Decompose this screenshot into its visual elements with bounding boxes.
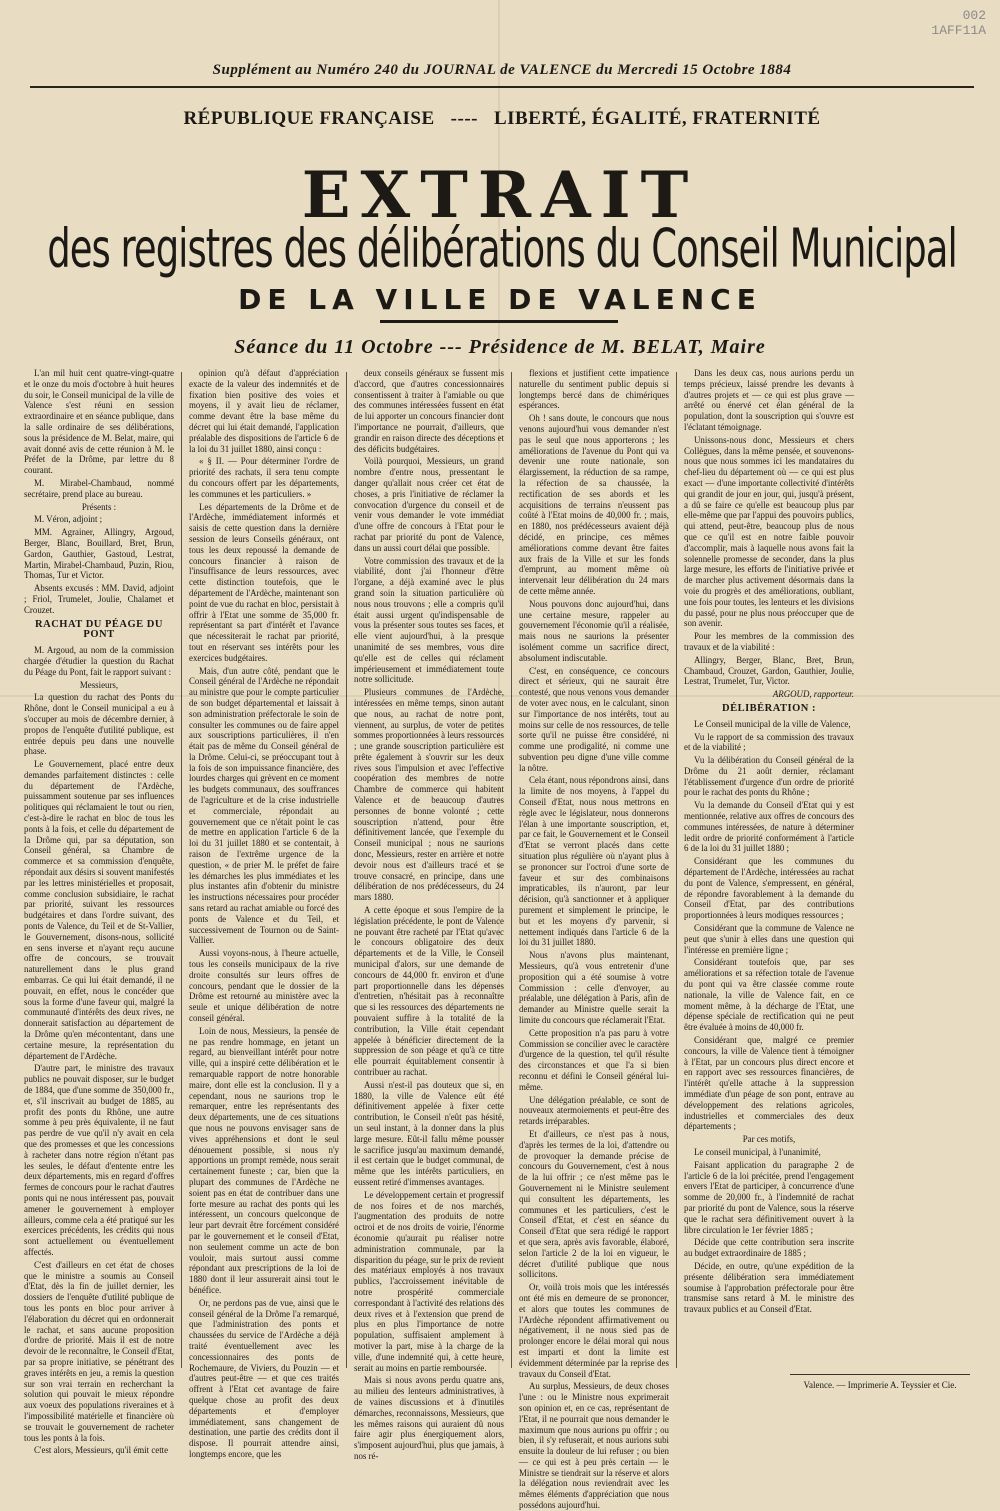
- paragraph: Messieurs,: [79, 679, 119, 690]
- archive-number: 002: [962, 8, 986, 23]
- paragraph: Considérant que les communes du département de l'Ardèche, intéressées au rachat du pont de Valence, s'empressent, en général, de répondre favorablement à la demande du Conseil d'Etat, par des contributions proportionnées à leurs modiques ressources ;: [684, 856, 854, 921]
- republique-francaise: RÉPUBLIQUE FRANÇAISE: [183, 108, 435, 129]
- paragraph: Considérant toutefois que, par ses améliorations et sa réfection totale de l'avenue du pont qui va être classée comme route nationale, la ville de Valence fait, en ce moment même, à la décharge de l'Etat, une dépense spéciale de rectification qui ne peut être évaluée à moins de 40,000 fr.: [684, 957, 854, 1033]
- paragraph: Présents :: [81, 501, 117, 512]
- column-2: [189, 368, 339, 1459]
- paragraph: Pour les membres de la commission des travaux et de la viabilité :: [684, 631, 854, 652]
- section-heading-deliberation: DÉLIBÉRATION :: [721, 702, 817, 714]
- column-4: [519, 368, 669, 1511]
- column-3: [354, 368, 504, 1461]
- archive-code: 1AFF11A: [931, 23, 986, 38]
- paragraph: M. Véron, adjoint ;: [34, 514, 103, 525]
- paragraph: Cela étant, nous répondrons ainsi, dans la limite de nos moyens, à l'appel du Conseil d'Etat, nous nous mettrons en règle avec le législateur, nous donnerons l'élan à une importante souscription, et, par ce fait, le Gouvernement et le Conseil d'Etat se verront placés dans cette situation plus régulière où n'ayant plus à se prononcer sur l'octroi d'une sorte de faveur et sur des combinaisons impraticables, ils n'auront, par leur décision, qu'à sanctionner et à appliquer purement et simplement le principe, le but et les moyens d'y parvenir, si nettement indiqués dans l'article 6 de la loi du 31 juillet 1880.: [519, 775, 669, 948]
- paragraph: Le Conseil municipal de la ville de Valence,: [694, 718, 851, 729]
- paragraph: Mais si nous avons perdu quatre ans, au milieu des lenteurs administratives, à de vaines discussions et à d'inutiles démarches, reconnaissons, Messieurs, que les mêmes raisons qui auraient dû nous faire agir plus énergiquement alors, s'imposent aujourd'hui, plus que jamais, à nos ré-: [354, 1375, 504, 1461]
- seance-line: Séance du 11 Octobre --- Présidence de M. BELAT, Maire: [234, 336, 766, 358]
- column-rule: [181, 372, 182, 1368]
- column-rule: [511, 372, 512, 1368]
- paragraph: Vu le rapport de sa commission des travaux et de la viabilité ;: [684, 731, 854, 753]
- paragraph: Voilà pourquoi, Messieurs, un grand nombre d'entre nous, pressentant le danger qu'allait nous créer cet état de choses, a pris l'initiative de réclamer la convocation d'urgence du conseil et de venir vous demander le vote immédiat d'une offre de concours à l'Etat pour le rachat par priorité du pont de Valence, dans un aussi court délai que possible.: [354, 456, 504, 553]
- paragraph: Or, ne perdons pas de vue, ainsi que le conseil général de la Drôme l'a remarqué, que l'administration des ponts et chaussées du service de l'Ardèche a déjà traité éventuellement avec les concessionnaires des ponts de Rochemaure, de Viviers, du Pouzin — et d'autres peut-être — et que ces traités offrent à l'Etat cet avantage de faire quelque chose au profit des deux départements et d'employer immédiatement, sans changement de destination, une partie des crédits dont il dispose. Il pourrait attendre ainsi, longtemps encore, que les: [189, 1297, 339, 1459]
- paragraph: Mais, d'un autre côté, pendant que le Conseil général de l'Ardèche ne répondait au ministre que pour le compte particulier de son budget départemental et laissait à son administration préfectorale le soin de consulter les communes ou de faire appel aux souscriptions particulières, il n'en était pas de même du Conseil général de la Drôme. Celui-ci, se préoccupant tout à la fois de son impuissance financière, des lourdes charges qui grèvent en ce moment les budgets communaux, des souffrances de l'agriculture et de la crise industrielle et commerciale, répondait au gouvernement que ce n'était point le cas de mettre en application l'article 6 de la loi du 31 juillet 1880 et se contentait, à raison de l'extrême urgence de la question, « de prier M. le préfet de faire les démarches les plus immédiates et les plus instantes afin d'obtenir du ministre les instructions nécessaires pour procéder sans retard au rachat amiable ou forcé des ponts de Valence et du Teil, et successivement de Tournon ou de Saint-Vallier.: [189, 665, 339, 946]
- paragraph: La question du rachat des Ponts du Rhône, dont le Conseil municipal a eu à s'occuper au mois de décembre dernier, à propos de l'enquête d'utilité publique, est entrée depuis peu dans une nouvelle phase.: [24, 692, 174, 757]
- column-1: [24, 368, 174, 1456]
- rapporteur-signature: ARGOUD, rapporteur.: [772, 689, 854, 700]
- paragraph: Vu la délibération du Conseil général de la Drôme du 21 août dernier, réclamant l'établissement d'urgence d'un ordre de priorité pour le rachat des ponts du Rhône ;: [684, 755, 854, 798]
- paragraph: C'est alors, Messieurs, qu'il émit cette: [34, 1445, 169, 1456]
- paragraph: Une délégation préalable, ce sont de nouveaux atermoiements et peut-être des retards irréparables.: [519, 1094, 669, 1127]
- paragraph: M. Mirabel-Chambaud, nommé secrétaire, prend place au bureau.: [24, 477, 174, 499]
- column-rule: [346, 372, 347, 1368]
- paragraph: Les départements de la Drôme et de l'Ardèche, immédiatement informés et saisis de cette question dans la dernière session de leurs Conseils généraux, ont tous les deux repoussé la demande de concours financier à raison de l'insuffisance de leurs ressources, avec cette distinction toutefois, que le département de l'Ardèche, maintenant son point de vue du rachat en bloc, persistait à offrir à l'Etat une somme de 35,000 fr. représentant sa part d'intérêt et l'avance que nécessiterait le rachat par priorité, tout en réservant ses intérêts pour les exercices budgétaires.: [189, 501, 339, 663]
- title-extrait: EXTRAIT: [301, 158, 699, 233]
- paragraph: Cette proposition n'a pas paru à votre Commission se concilier avec le caractère d'urgence de la question, tel qu'il résulte des circonstances et que l'a si bien reconnu et défini le Conseil général lui-même.: [519, 1027, 669, 1092]
- paragraph: Plusieurs communes de l'Ardèche, intéressées en même temps, sinon autant que nous, au rachat de notre pont, viennent, au surplus, de voter de petites sommes proportionnées à leurs ressources ; une grande souscription particulière est prête également à s'ouvrir sur les deux rives sous l'impulsion et avec l'effective coopération des membres de notre Chambre de commerce qui habitent Valence et de beaucoup d'autres personnes de bonne volonté ; cette souscription n'attend, pour être définitivement lancée, que l'exemple du Conseil municipal ; nous ne saurions donc, Messieurs, rester en arrière et notre devoir nous est d'ailleurs tracé et se trouve consacré, en principe, dans une délibération de nos prédécesseurs, du 24 mars 1880.: [354, 687, 504, 903]
- paragraph: Considérant que, malgré ce premier concours, la ville de Valence tient à témoigner à l'Etat, par un concours plus direct encore et en rapport avec ses ressources financières, de l'intérêt qu'elle attache à la suppression immédiate d'un péage de son pont, entrave au développement des relations agricoles, industrielles et commerciales des deux départements ;: [684, 1035, 854, 1132]
- paragraph: « § II. — Pour déterminer l'ordre de priorité des rachats, il sera tenu compte du concours offert par les départements, les communes et les particuliers. »: [189, 456, 339, 499]
- paragraph: Nous pouvons donc aujourd'hui, dans une certaine mesure, rappeler au gouvernement l'économie qu'il a réalisée, mais nous ne saurions la présenter isolément comme un sacrifice direct, absolument indiscutable.: [519, 598, 669, 663]
- paragraph: Aussi n'est-il pas douteux que si, en 1880, la ville de Valence eût été définitivement appelée à fixer cette contribution, le Conseil n'eût pas hésité, un seul instant, à la donner dans la plus large mesure. Eût-il fallu même pousser le sacrifice jusqu'au maximum demandé, il est certain que le budget communal, de même que les intérêts particuliers, en eussent retiré d'immenses avantages.: [354, 1079, 504, 1187]
- column-rule: [676, 372, 677, 1368]
- paragraph: Le développement certain et progressif de nos foires et de nos marchés, l'augmentation des produits de notre octroi et de nos droits de voirie, l'énorme économie qu'aurait pu réaliser notre administration communale, par la disparition du péage, sur le prix de revient des matériaux employés à nos travaux publics, l'accroissement inévitable de notre prospérité commerciale correspondant à l'activité des relations des deux rives et à l'extension que prend de plus en plus l'importance de notre population, suffisaient amplement à motiver la part, mise à la charge de la ville, d'une indemnité qui, à cette heure, serait au moins en partie remboursée.: [354, 1189, 504, 1373]
- column-5: [684, 368, 854, 1372]
- banner-separator: ----: [450, 108, 478, 129]
- imprint-rule: [790, 1374, 970, 1375]
- title-rule: [380, 320, 618, 323]
- paragraph: C'est, en conséquence, ce concours direct et sérieux, qui ne saurait être contesté, que nous venons vous demander de voter avec nous, en le calculant, sinon sur l'importance de nos intérêts, tout au moins sur celle de nos ressources, de telle sorte qu'il ne puisse être considéré, ni comme une prodigalité, ni comme une subvention peu digne d'une ville comme la nôtre.: [519, 665, 669, 773]
- title-ville: DE LA VILLE DE VALENCE: [238, 283, 762, 316]
- paragraph: deux conseils généraux se fussent mis d'accord, que d'autres concessionnaires consentissent à traiter à l'amiable ou que des communes intéressées fussent en état de lui apporter un concours financier dont l'importance ne pourrait, d'ailleurs, que grandir en raison directe des déceptions et des déficits budgétaires.: [354, 368, 504, 454]
- paragraph: Absents excusés : MM. David, adjoint ; Friol, Trumelet, Joulie, Chalamet et Crouzet.: [24, 583, 174, 615]
- paragraph: Aussi voyons-nous, à l'heure actuelle, tous les conseils municipaux de la rive droite consultés sur leurs offres de concours, pendant que le dossier de la Drôme est retourné au ministère avec la seule et unique délibération de notre conseil général.: [189, 948, 339, 1024]
- paragraph: A cette époque et sous l'empire de la législation précédente, le pont de Valence ne pouvant être racheté par l'Etat qu'avec le concours obligatoire des deux départements et de la Ville, le Conseil municipal d'alors, sur une demande de concours de 44,000 fr. environ et d'une part proportionnelle dans les dépenses d'entretien, n'hésitait pas à reconnaître que si les ressources des départements ne pouvaient suffire à la totalité de la contribution, la Ville était cependant appelée à bénéficier directement de la suppression de son péage et qu'à ce titre elle pourrait équitablement consentir à contribuer au rachat.: [354, 905, 504, 1077]
- paragraph: Votre commission des travaux et de la viabilité, dont j'ai l'honneur d'être l'organe, a déjà examiné avec le plus grand soin la situation particulière où nous nous trouvons ; elle a compris qu'il était aussi urgent qu'indispensable de vous la présenter sous toutes ses faces, et elle vient aujourd'hui, à la presque unanimité de ses membres, vous dire qu'elle est de celles qui réclament impérieusement et immédiatement toute notre sollicitude.: [354, 555, 504, 685]
- paragraph: D'autre part, le ministre des travaux publics ne pouvait disposer, sur le budget de 1884, que d'une somme de 350,000 fr., et, s'il inscrivait au budget de 1885, au profit des ponts du Rhône, une autre somme à peu près équivalente, il ne faut pas perdre de vue qu'il n'y avait en cela que des promesses et que les concessions à racheter dans notre région n'étant pas les seules, le défaut d'entente entre les deux départements, mis en regard d'offres fermes de concours pour le rachat d'autres ponts qui ne nous intéressent pas, pouvait amener le gouvernement à employer ailleurs, comme cela a été pratiqué sur les exercices précédents, les crédits qui nous sont actuellement ou éventuellement affectés.: [24, 1063, 174, 1257]
- paragraph: Et d'ailleurs, ce n'est pas à nous, d'après les termes de la loi, d'attendre ou de provoquer la demande précise de concours du Gouvernement, c'est à nous de la lui offrir ; ce n'est même pas le Gouvernement ni le Ministre seulement qui consultent les départements, les communes et les particuliers, c'est le Conseil d'Etat, et c'est en séance du Conseil d'Etat que sera rédigé le rapport et que sera, après avis favorable, élaboré, selon l'article 2 de la loi en vigueur, le décret d'utilité publique que nous sollicitons.: [519, 1128, 669, 1280]
- paragraph: C'est d'ailleurs en cet état de choses que le ministre a soumis au Conseil d'Etat, dès la fin de juillet dernier, les dossiers de l'enquête d'utilité publique de tous les ponts en bloc pour arriver à l'élaboration du décret qui en ordonnerait le rachat, et sans aucune proposition d'ordre de priorité. Mais il est de notre devoir de le reconnaître, le Conseil d'Etat, par sa propre initiative, se pénétrant des graves intérêts en jeu, a remis la question sur son vrai terrain en recherchant la solution qui pouvait le mieux répondre aux voeux des populations riveraines et à l'impossibilité matérielle et financière où se trouvait le gouvernement de racheter tous les ponts à la fois.: [24, 1259, 174, 1443]
- paragraph: Faisant application du paragraphe 2 de l'article 6 de la loi précitée, prend l'engagement envers l'Etat de participer, à concurrence d'une somme de 20,000 fr., à l'indemnité de rachat par priorité du pont de Valence, sous la réserve que le rachat sera définitivement ouvert à la libre circulation le 1er février 1885 ;: [684, 1159, 854, 1235]
- paragraph: Nous n'avons plus maintenant, Messieurs, qu'à vous entretenir d'une proposition qui a été soumise à votre Commission : celle d'envoyer, au préalable, une délégation à Paris, afin de demander au Ministre quelle serait la limite du concours que réclamerait l'Etat.: [519, 950, 669, 1026]
- section-heading-rachat: RACHAT DU PÉAGE DU PONT: [35, 618, 163, 641]
- paragraph: Unissons-nous donc, Messieurs et chers Collègues, dans la même pensée, et souvenons-nous que nous sommes ici les mandataires du chef-lieu du département où — ce qui est plus exact — d'une importante collectivité d'intérêts qui grandit de jour en jour, qui, jusqu'à présent, a dû se faire ce qu'elle est beaucoup plus par elle-même que par l'appui des pouvoirs publics, qui attend, peut-être, beaucoup plus de nous que ce qu'il est en notre faible pouvoir d'accomplir, mais à laquelle nous avons fait la solennelle promesse de seconder, dans la plus large mesure, les efforts de l'initiative privée et de marcher plus activement désormais dans la voie du progrès et des améliorations, oubliant, une fois pour toutes, les lenteurs et les divisions du passé, pour ne plus nous préoccuper que de son avenir.: [684, 434, 854, 629]
- title-registres: des registres des délibérations du Conseil Municipal: [47, 217, 957, 280]
- paragraph: Loin de nous, Messieurs, la pensée de ne pas rendre hommage, en jetant un regard, au bienveillant intérêt pour notre ville, qui a inspiré cette délibération et le remarquable rapport de notre honorable maire, dont elle est la conclusion. Il y a cependant, nous ne saurions trop le remarquer, entre les représentants des deux départements, une de ces situations que nous ne pouvons envisager sans de vives appréhensions et dont le seul dénouement possible, si nous n'y apportions un prompt remède, nous serait certainement funeste ; car, bien que la plupart des communes de l'Ardèche ne soient pas en état de contribuer dans une forte mesure au rachat des ponts qui les intéressent, un concours quelconque de leur part devrait être forcément considéré par le gouvernement et le conseil d'Etat, non seulement comme un acte de bon vouloir, mais surtout aussi comme répondant aux prescriptions de la loi de 1880 dont il leur assurerait ainsi tout le bénéfice.: [189, 1025, 339, 1295]
- paragraph: Considérant que la commune de Valence ne peut que s'unir à elles dans une question qui l'intéresse en première ligne ;: [684, 923, 854, 955]
- republic-banner: [30, 108, 974, 130]
- paragraph: MM. Agrainer, Allingry, Argoud, Berger, Blanc, Bouillard, Bret, Brun, Gardon, Gauthier, Gastoud, Lestrat, Martin, Mirabel-Chambaud, Puzin, Riou, Thomas, Tur et Victor.: [24, 527, 174, 581]
- devise: LIBERTÉ, ÉGALITÉ, FRATERNITÉ: [493, 108, 821, 129]
- paragraph: Allingry, Berger, Blanc, Bret, Brun, Chambaud, Crouzet, Gardon, Gauthier, Joulie, Lestrat, Trumelet, Tur, Victor.: [684, 654, 854, 687]
- paragraph: Vu la demande du Conseil d'Etat qui y est mentionnée, relative aux offres de concours des communes intéressées, de nature à déterminer ledit ordre de priorité conformément à l'article 6 de la loi du 31 juillet 1880 ;: [684, 800, 854, 854]
- paragraph: Dans les deux cas, nous aurions perdu un temps précieux, laissé prendre les devants à d'autres projets et — ce qui est plus grave — arrêté ou énervé cet élan général de la population, dont la souscription qui s'ouvre est l'éclatant témoignage.: [684, 368, 854, 432]
- paragraph: Le conseil municipal, à l'unanimité,: [694, 1146, 821, 1157]
- supplement-line: Supplément au Numéro 240 du JOURNAL de VALENCE du Mercredi 15 Octobre 1884: [212, 62, 792, 78]
- printer-imprint: Valence. — Imprimerie A. Teyssier et Cie.: [803, 1380, 957, 1390]
- paragraph: Décide que cette contribution sera inscrite au budget extraordinaire de 1885 ;: [684, 1237, 854, 1259]
- paragraph: Décide, en outre, qu'une expédition de la présente délibération sera immédiatement soumise à l'approbation préfectorale pour être transmise sans retard à M. le ministre des travaux publics et au Conseil d'Etat.: [684, 1260, 854, 1315]
- paragraph: opinion qu'à défaut d'appréciation exacte de la valeur des indemnités et de fixation bien positive des voies et moyens, il y avait lieu de réclamer, comme devant être la base même du décret qui lui était demandé, l'application préalable des dispositions de l'article 6 de la loi du 31 juillet 1880, ainsi conçu :: [189, 368, 339, 454]
- paragraph: Le Gouvernement, placé entre deux demandes parfaitement distinctes : celle du département de l'Ardèche, puissamment soutenue par ses influences politiques qui réclamaient le tout ou rien, c'est-à-dire le rachat en bloc de tous les ponts à la fois, et celle du département de la Drôme qui, par sa députation, son Conseil général, sa Chambre de commerce et sa commission d'enquête, répondait aux désirs si souvent manifestés par les lettres ministérielles et proposait, comme conclusion subsidiaire, le rachat par priorité, suivant les ressources budgétaires et dans l'ordre suivant, des ponts de Valence, du Teil et de St-Vallier, le Gouvernement, disons-nous, sollicité en sens inverse et n'ayant reçu aucune offre de concours, se trouvait naturellement dans le plus grand embarras. Ce qui lui était demandé, il ne pouvait, en effet, nous le concéder que sous la forme d'une faveur qui, malgré la communauté d'intérêts des deux rives, ne donnerait satisfaction au département de la Drôme qu'en mécontentant, dans une certaine mesure, la représentation du département de l'Ardèche.: [24, 759, 174, 1061]
- paragraph: M. Argoud, au nom de la commission chargée d'étudier la question du Rachat du Péage du Pont, fait le rapport suivant :: [24, 645, 174, 677]
- header-rule: [30, 86, 974, 88]
- paragraph: L'an mil huit cent quatre-vingt-quatre et le onze du mois d'octobre à huit heures du soir, le Conseil municipal de la ville de Valence s'est réuni en session extraordinaire et en séance publique, dans la salle ordinaire de ses délibérations, sous la présidence de M. Belat, maire, qui avait donné avis de cette réunion à M. le Préfet de la Drôme, par lettre du 8 courant.: [24, 368, 174, 476]
- archive-mark: [931, 8, 986, 38]
- paragraph: Au surplus, Messieurs, de deux choses l'une : ou le Ministre nous exprimerait son opinion et, en ce cas, représentant de l'Etat, il ne pourrait que nous demander le maximum que nous aurions pu offrir ; ou bien, il s'y refuserait, et nous aurions subi ensuite la douleur de lui refuser ; ou bien — ce qui est à peu près certain — le Ministre se tiendrait sur la réserve et alors la délégation nous reviendrait avec les mêmes éléments d'appréciation que nous possédons aujourd'hui.: [519, 1381, 669, 1511]
- paragraph: Or, voilà trois mois que les intéressés ont été mis en demeure de se prononcer, et alors que toutes les communes de l'Ardèche répondent affirmativement ou négativement, il ne nous sied pas de prolonger encore le délai moral qui nous est imparti et dont la limite est évidemment déterminée par la reprise des travaux du Conseil d'Etat.: [519, 1282, 669, 1379]
- paragraph: Par ces motifs,: [742, 1134, 796, 1145]
- paragraph: Oh ! sans doute, le concours que nous venons aujourd'hui vous demander n'est pas le seul que nous apporterons ; les améliorations de l'avenue du Pont qui va devenir une route nationale, son élargissement, la réduction de sa rampe, la réfection de sa chaussée, la rectification de ses abords et les acquisitions de terrains n'eussent pas coûté à l'Etat moins de 40,000 fr. ; mais, en 1880, nos prédécesseurs avaient déjà décidé, en principe, ces mêmes améliorations comme devant être faites aux frais de la Ville et sur les fonds d'emprunt, au moment même où intervenait leur délibération du 24 mars de cette même année.: [519, 413, 669, 596]
- paragraph: flexions et justifient cette impatience naturelle du sentiment public depuis si longtemps bercé dans de chimériques espérances.: [519, 368, 669, 411]
